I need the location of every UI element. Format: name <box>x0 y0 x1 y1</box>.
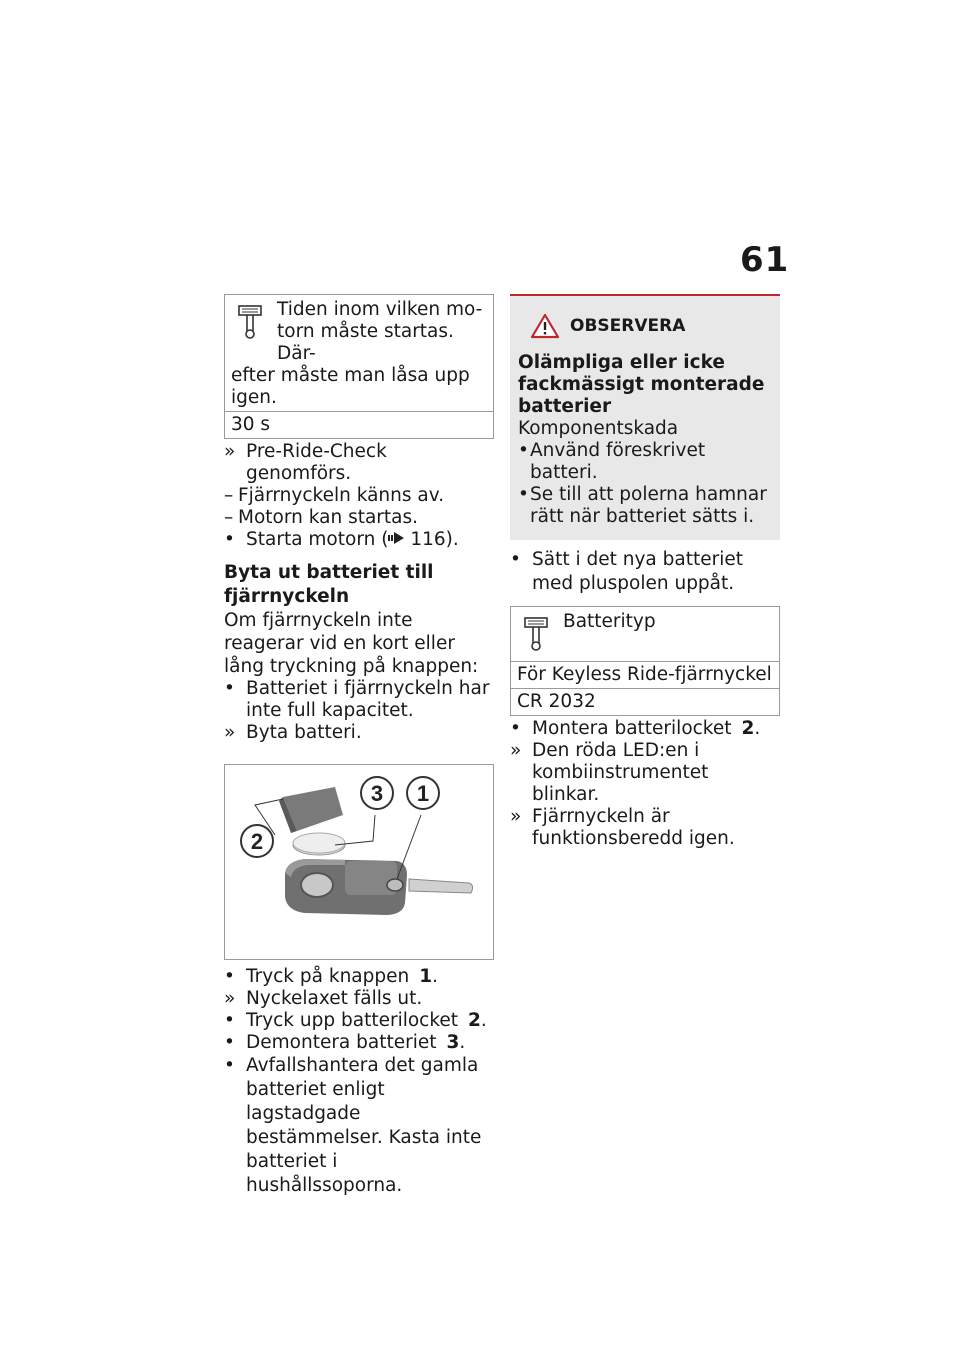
list-item: – Motorn kan startas. <box>224 507 419 528</box>
notice-box <box>510 294 780 540</box>
key-illustration <box>225 765 493 959</box>
spec-value: 30 s <box>225 411 493 438</box>
notice-title-row <box>530 306 772 346</box>
spec-table-header <box>225 295 493 411</box>
list-item: » Den röda LED:en i kombiinstrumentet blinkar. <box>510 740 709 805</box>
intro-paragraph: Om fjärrnyckeln inte reagerar vid en kort eller lång tryckning på knappen: <box>224 610 479 677</box>
callout-2: 2 <box>250 829 264 854</box>
section-heading: Byta ut batteriet till fjärrnyckeln <box>224 562 434 607</box>
list-item: » Nyckelaxet fälls ut. <box>224 988 423 1009</box>
list-item: • Sätt i det nya batteriet med pluspolen uppåt. <box>510 549 743 594</box>
page-number: 61 <box>740 240 790 280</box>
page-reference-link[interactable]: 116). <box>404 529 459 550</box>
left-column <box>224 294 494 1198</box>
list-item: • Demontera batteriet 3. <box>224 1032 466 1053</box>
spec-table-header <box>511 607 779 661</box>
notice-consequence: Komponentskada <box>518 418 679 439</box>
key-battery-figure <box>224 764 494 960</box>
engine-piston-icon <box>523 617 549 651</box>
reference-arrow-icon[interactable] <box>388 532 404 544</box>
list-item: • Starta motorn ( 116). <box>224 529 459 550</box>
engine-piston-icon <box>237 305 263 339</box>
final-steps-list <box>510 718 780 850</box>
condition-list <box>224 678 494 744</box>
list-item: • Se till att polerna hamnar rätt när batteriet sätts i. <box>518 484 767 527</box>
right-column <box>510 294 780 850</box>
list-item: – Fjärrnyckeln känns av. <box>224 485 445 506</box>
spec-table-time <box>224 294 494 439</box>
list-item: » Byta batteri. <box>224 722 362 743</box>
spec-label: Batterityp <box>563 611 656 632</box>
list-item: » Fjärrnyckeln är funktionsberedd igen. <box>510 806 735 849</box>
notice-title: OBSERVERA <box>570 316 686 336</box>
notice-heading: Olämpliga eller icke fackmässigt monterade batterier <box>518 352 765 417</box>
list-item: • Batteriet i fjärrnyckeln har inte full kapacitet. <box>224 678 490 721</box>
spec-text-line2: torn måste startas. Där- <box>277 321 454 364</box>
list-item: • Använd föreskrivet batteri. <box>518 440 706 483</box>
list-item: • Tryck på knappen 1. <box>224 966 438 987</box>
callout-3: 3 <box>370 781 384 806</box>
status-list <box>224 441 494 551</box>
list-item: • Avfallshantera det gamla batteriet enligt lagstadgade bestämmelser. Kasta inte batteriet i hushållssoporna. <box>224 1055 482 1196</box>
spec-text-line1: Tiden inom vilken mo- <box>277 299 483 320</box>
steps-list <box>224 966 494 1198</box>
callout-1: 1 <box>416 781 430 806</box>
spec-row-battery-type: CR 2032 <box>511 688 779 715</box>
spec-row-keyless: För Keyless Ride-fjärrnyckel <box>511 661 779 688</box>
list-item: » Pre-Ride-Check genomförs. <box>224 441 387 484</box>
spec-text-rest: efter måste man låsa upp igen. <box>231 365 470 408</box>
spec-table-battery <box>510 606 780 716</box>
warning-triangle-icon <box>530 313 560 339</box>
list-item: • Montera batterilocket 2. <box>510 718 761 739</box>
list-item: • Tryck upp batterilocket 2. <box>224 1010 487 1031</box>
